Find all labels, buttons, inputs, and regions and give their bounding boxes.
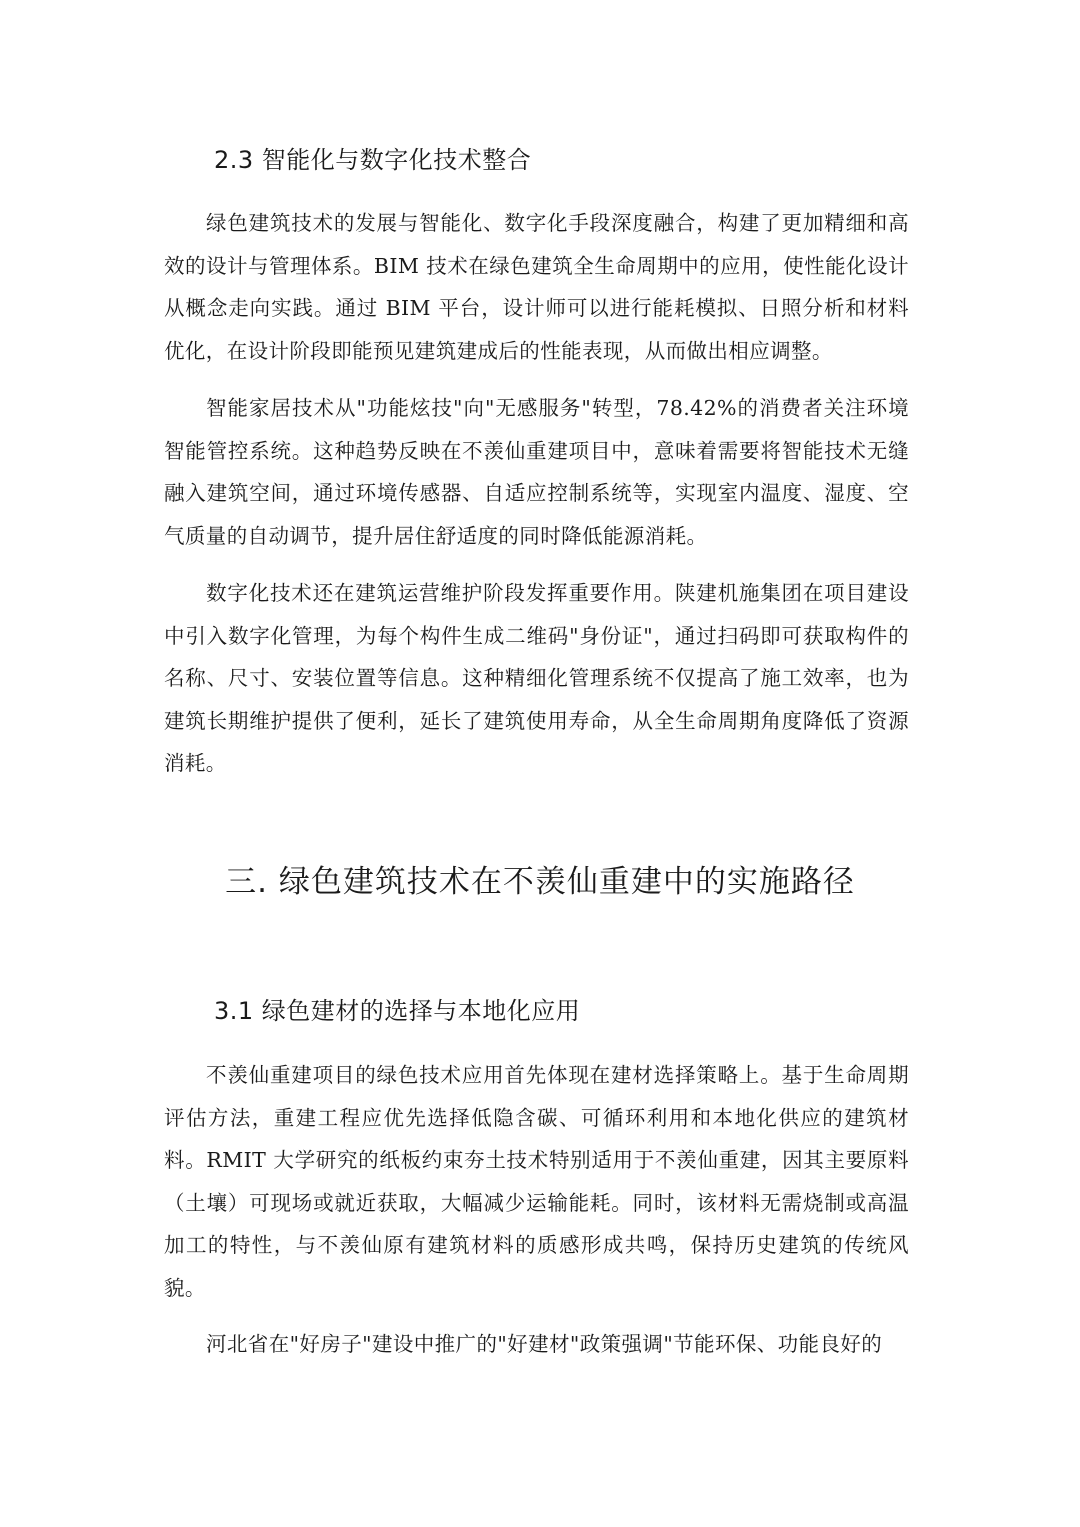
paragraph-bim-integration: 绿色建筑技术的发展与智能化、数字化手段深度融合，构建了更加精细和高效的设计与管理体系。BIM 技术在绿色建筑全生命周期中的应用，使性能化设计从概念走向实践。通过 BIM 平台，设计师可以进行能耗模拟、日照分析和材料优化，在设计阶段即能预见建筑建成后的性能表现，从而做出相应调整。: [164, 211, 909, 363]
paragraph-digital-maintenance: 数字化技术还在建筑运营维护阶段发挥重要作用。陕建机施集团在项目建设中引入数字化管理，为每个构件生成二维码"身份证"，通过扫码即可获取构件的名称、尺寸、安装位置等信息。这种精细化管理系统不仅提高了施工效率，也为建筑长期维护提供了便利，延长了建筑使用寿命，从全生命周期角度降低了资源消耗。: [164, 581, 909, 775]
subsection-heading-3-1: 3.1 绿色建材的选择与本地化应用: [214, 997, 581, 1025]
paragraph-green-materials: 不羡仙重建项目的绿色技术应用首先体现在建材选择策略上。基于生命周期评估方法，重建工程应优先选择低隐含碳、可循环利用和本地化供应的建筑材料。RMIT 大学研究的纸板约束夯土技术特别适用于不羡仙重建，因其主要原料（土壤）可现场或就近获取，大幅减少运输能耗。同时，该材料无需烧制或高温加工的特性，与不羡仙原有建筑材料的质感形成共鸣，保持历史建筑的传统风貌。: [164, 1063, 909, 1300]
subsection-heading-2-3: 2.3 智能化与数字化技术整合: [214, 146, 532, 174]
paragraph-smart-home: 智能家居技术从"功能炫技"向"无感服务"转型，78.42%的消费者关注环境智能管控系统。这种趋势反映在不羡仙重建项目中，意味着需要将智能技术无缝融入建筑空间，通过环境传感器、自适应控制系统等，实现室内温度、湿度、空气质量的自动调节，提升居住舒适度的同时降低能源消耗。: [164, 396, 909, 548]
section-heading-3: 三. 绿色建筑技术在不羡仙重建中的实施路径: [225, 864, 855, 900]
paragraph-hebei-policy: 河北省在"好房子"建设中推广的"好建材"政策强调"节能环保、功能良好的: [206, 1332, 883, 1356]
